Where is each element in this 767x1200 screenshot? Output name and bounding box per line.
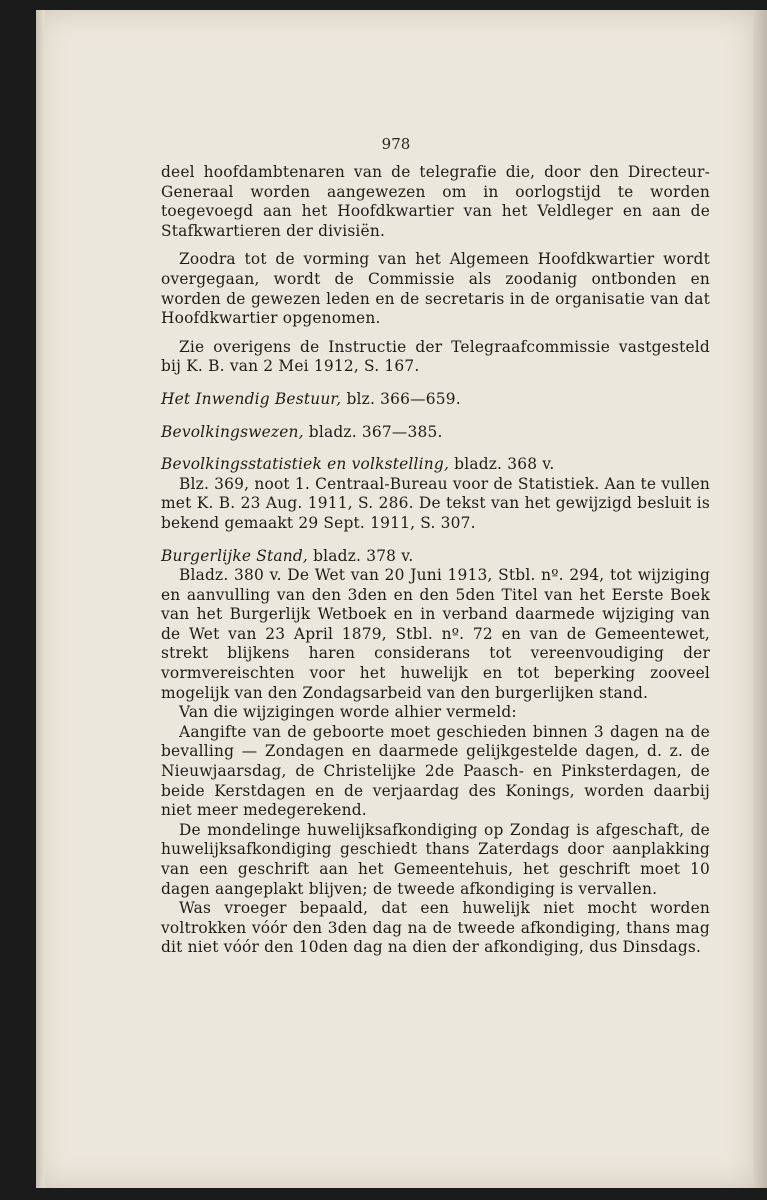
heading-title: Burgerlijke Stand, bbox=[161, 546, 309, 565]
paragraph-7: Blz. 369, noot 1. Centraal-Bureau voor de Statistiek. Aan te vullen met K. B. 23 Aug. 1911, S. 286. De tekst van het gewijzigd besluit is bekend gemaakt 29 Sept. 1911, S. 307. bbox=[161, 474, 710, 532]
paragraph-1: deel hoofdambtenaren van de telegrafie die, door den Directeur-Generaal worden aangewezen om in oorlogstijd te worden toegevoegd aan het Hoofdkwartier van het Veldleger en aan de Stafkwartieren der divisiën. bbox=[161, 163, 710, 240]
heading-title: Het Inwendig Bestuur, bbox=[161, 389, 342, 408]
heading-burgerlijke-stand bbox=[161, 547, 710, 567]
page-number: 978 bbox=[381, 135, 411, 153]
heading-inwendig-bestuur bbox=[161, 390, 710, 410]
heading-title: Bevolkingswezen, bbox=[161, 422, 304, 441]
heading-ref: blz. 366—659. bbox=[341, 389, 461, 408]
heading-bevolkingsstatistiek bbox=[161, 455, 710, 475]
paragraph-11: Aangifte van de geboorte moet geschieden binnen 3 dagen na de bevalling — Zondagen en daarmede gelijkgestelde dagen, d. z. de Nieuwjaarsdag, de Christelijke 2de Paasch- en Pinksterdagen, de beide Kerstdagen en de verjaardag des Konings, worden daarbij niet meer medegerekend. bbox=[161, 722, 710, 820]
body-text bbox=[161, 163, 710, 958]
paragraph-9: Bladz. 380 v. De Wet van 20 Juni 1913, Stbl. nº. 294, tot wijziging en aanvulling van den 3den en den 5den Titel van het Eerste Boek van het Burgerlijk Wetboek en in verband daarmede wijziging van de Wet van 23 April 1879, Stbl. nº. 72 en van de Gemeentewet, strekt blijkens haren considerans tot vereenvoudiging der vormvereischten voor het huwelijk en tot beperking zooveel mogelijk van den Zondagsarbeid van den burgerlijken stand. bbox=[161, 566, 710, 702]
paragraph-12: De mondelinge huwelijksafkondiging op Zondag is afgeschaft, de huwelijksafkondiging geschiedt thans Zaterdags door aanplakking van een geschrift aan het Gemeentehuis, het geschrift moet 10 dagen aangeplakt blijven; de tweede afkondiging is vervallen. bbox=[161, 820, 710, 898]
page-binding-edge bbox=[36, 10, 45, 1188]
heading-ref: bladz. 367—385. bbox=[303, 422, 443, 441]
page-right-edge bbox=[753, 10, 767, 1188]
paragraph-13: Was vroeger bepaald, dat een huwelijk niet mocht worden voltrokken vóór den 3den dag na de tweede afkondiging, thans mag dit niet vóór den 10den dag na dien der afkondiging, dus Dinsdags. bbox=[161, 899, 710, 957]
heading-ref: bladz. 368 v. bbox=[449, 455, 555, 474]
paragraph-2: Zoodra tot de vorming van het Algemeen Hoofdkwartier wordt overgegaan, wordt de Commissie als zoodanig ontbonden en worden de gewezen leden en de secretaris in de organisatie van dat Hoofdkwartier opgenomen. bbox=[161, 250, 710, 328]
paragraph-3: Zie overigens de Instructie der Telegraafcommissie vastgesteld bij K. B. van 2 Mei 1912, S. 167. bbox=[161, 337, 710, 376]
paragraph-10: Van die wijzigingen worde alhier vermeld: bbox=[179, 703, 517, 722]
heading-title: Bevolkingsstatistiek en volkstelling, bbox=[161, 455, 450, 474]
heading-bevolkingswezen bbox=[161, 423, 710, 443]
heading-ref: bladz. 378 v. bbox=[308, 546, 414, 565]
